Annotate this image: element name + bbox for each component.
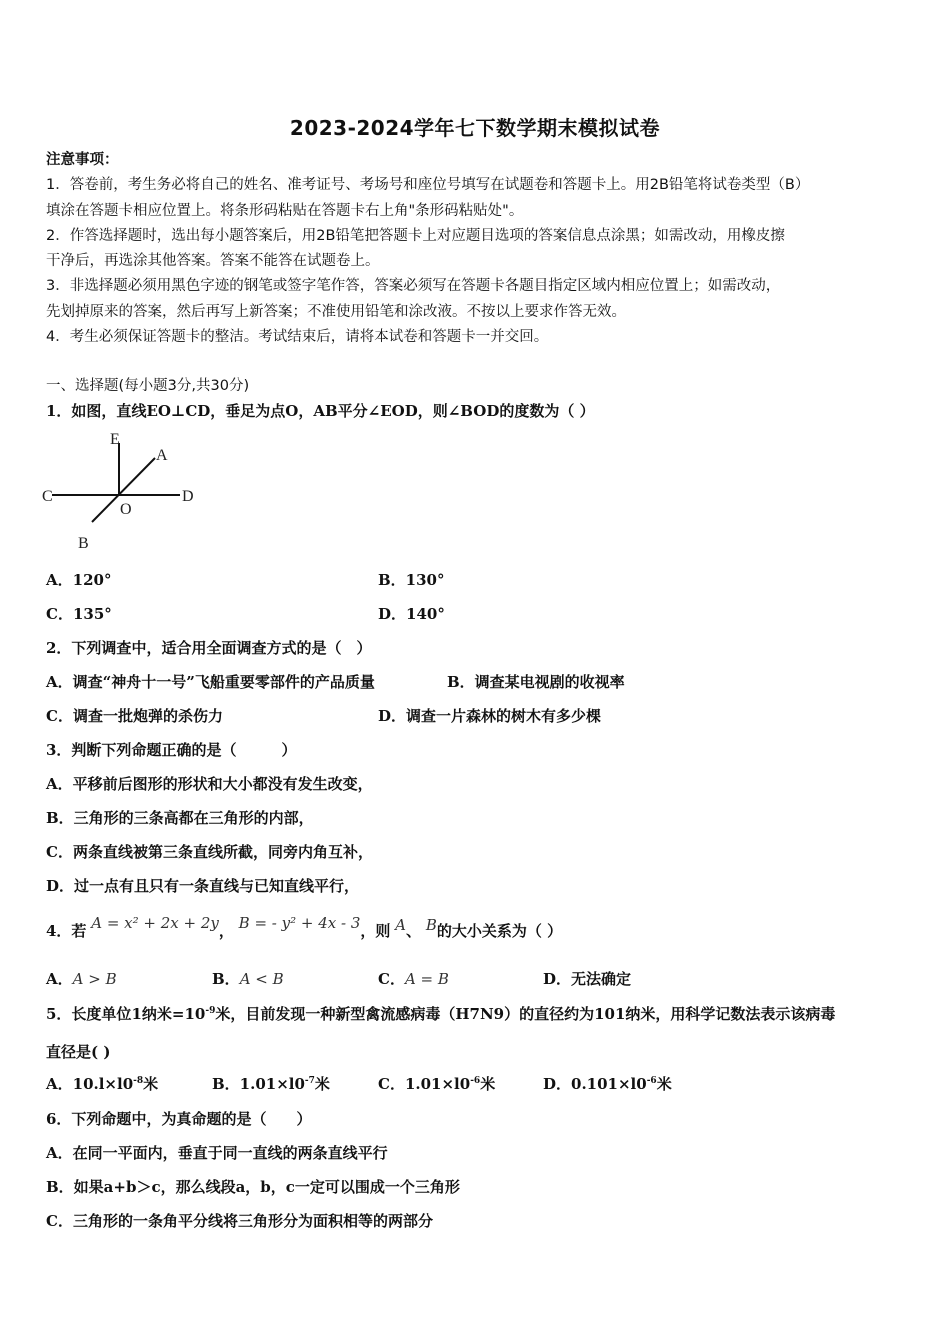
q4-stem: [46, 914, 563, 941]
label-e: E: [110, 431, 120, 448]
q5-stem: [46, 1003, 835, 1024]
notice-line: 4．考生必须保证答题卡的整洁。考试结束后，请将本试卷和答题卡一并交回。: [46, 329, 549, 346]
q5-option-a-pre: A．10.l×l0: [46, 1075, 134, 1093]
q2-stem: 2．下列调查中，适合用全面调查方式的是（ ）: [46, 639, 372, 657]
q5-option-b-post: 米: [314, 1075, 330, 1093]
q3-option-c: C．两条直线被第三条直线所截，同旁内角互补，: [46, 843, 373, 861]
q4-option-b: [212, 968, 284, 989]
notice-heading: 注意事项：: [46, 152, 119, 168]
notice-line: 先划掉原来的答案，然后再写上新答案；不准使用铅笔和涂改液。不按以上要求作答无效。: [46, 303, 626, 320]
q5-stem-line2: 直径是( ): [46, 1043, 111, 1061]
q5-option-a-exp: -8: [133, 1076, 144, 1086]
q4-expr-b: B = - y² + 4x - 3: [238, 914, 361, 932]
q1-option-a: A．120°: [46, 571, 112, 589]
q5-option-b: [212, 1073, 330, 1094]
section-heading: 一、选择题(每小题3分,共30分): [46, 378, 250, 394]
notice-line: 填涂在答题卡相应位置上。将条形码粘贴在答题卡右上角"条形码粘贴处"。: [46, 202, 524, 219]
q5-option-c-pre: C．1.01×l0: [378, 1075, 471, 1093]
q6-option-b: B．如果a+b＞c，那么线段a，b，c一定可以围成一个三角形: [46, 1178, 460, 1196]
notice-block: [46, 148, 906, 350]
q4-prefix: 4．若: [46, 922, 87, 940]
label-b: B: [78, 535, 89, 552]
q1-figure: [40, 428, 210, 553]
q4-option-c-expr: A = B: [404, 970, 449, 988]
q3-option-b: B．三角形的三条高都在三角形的内部，: [46, 809, 314, 827]
notice-line: 干净后，再选涂其他答案。答案不能答在试题卷上。: [46, 253, 380, 270]
label-a: A: [156, 447, 168, 464]
q4-option-a-expr: A > B: [72, 970, 117, 988]
q3-option-a: A．平移前后图形的形状和大小都没有发生改变，: [46, 775, 373, 793]
q6-option-c: C．三角形的一条角平分线将三角形分为面积相等的两部分: [46, 1212, 433, 1230]
page-title: 2023-2024学年七下数学期末模拟试卷: [289, 116, 661, 140]
q2-option-c: C．调查一批炮弹的杀伤力: [46, 707, 223, 725]
q4-sep: ，: [218, 922, 234, 940]
q5-stem-pre: 5．长度单位1纳米=10: [46, 1005, 206, 1023]
q5-option-d-pre: D．0.101×l0: [543, 1075, 647, 1093]
q1-option-b: B．130°: [378, 571, 445, 589]
q2-option-d: D．调查一片森林的树木有多少棵: [378, 707, 602, 725]
q2-option-a: A．调查“神舟十一号”飞船重要零部件的产品质量: [46, 673, 375, 691]
q5-option-b-pre: B．1.01×l0: [212, 1075, 305, 1093]
q4-expr-a: A = x² + 2x + 2y: [91, 914, 219, 932]
label-o: O: [120, 501, 132, 518]
q6-option-a: A．在同一平面内，垂直于同一直线的两条直线平行: [46, 1144, 388, 1162]
q3-option-d: D．过一点有且只有一条直线与已知直线平行，: [46, 877, 360, 895]
q4-var-b: B: [425, 916, 437, 934]
q5-stem-exp: -9: [205, 1006, 216, 1016]
q4-option-a-label: A．: [46, 970, 73, 988]
q4-suffix: 的大小关系为（ ）: [436, 922, 563, 940]
q1-stem: 1．如图，直线EO⊥CD，垂足为点O，AB平分∠EOD，则∠BOD的度数为（ ）: [46, 402, 595, 420]
q5-option-c-exp: -6: [470, 1076, 481, 1086]
q4-option-c-label: C．: [378, 970, 405, 988]
q4-option-c: [378, 968, 449, 989]
q5-option-d-post: 米: [656, 1075, 672, 1093]
q4-var-a: A: [395, 916, 407, 934]
q2-option-b: B．调查某电视剧的收视率: [447, 673, 625, 691]
q1-option-d: D．140°: [378, 605, 445, 623]
q5-option-a: [46, 1073, 158, 1094]
q4-mid: ，则: [360, 922, 391, 940]
label-d: D: [182, 488, 194, 505]
q5-option-d-exp: -6: [646, 1076, 657, 1086]
q4-dun: 、: [406, 922, 422, 940]
q6-stem: 6．下列命题中，为真命题的是（ ）: [46, 1110, 312, 1128]
q1-option-c: C．135°: [46, 605, 112, 623]
q5-option-c: [378, 1073, 495, 1094]
q4-option-b-label: B．: [212, 970, 240, 988]
q3-stem: 3．判断下列命题正确的是（ ）: [46, 741, 297, 759]
notice-line: 2．作答选择题时，选出每小题答案后，用2B铅笔把答题卡上对应题目选项的答案信息点涂黑；如需改动，用橡皮擦: [46, 227, 785, 244]
q4-option-d: D．无法确定: [543, 970, 632, 988]
label-c: C: [42, 488, 53, 505]
q4-option-a: [46, 968, 117, 989]
q5-stem-post: 米，目前发现一种新型禽流感病毒（H7N9）的直径约为101纳米，用科学记数法表示该病毒: [215, 1005, 836, 1023]
q5-option-c-post: 米: [480, 1075, 496, 1093]
q5-option-d: [543, 1073, 672, 1094]
q4-option-b-expr: A < B: [239, 970, 284, 988]
q5-option-b-exp: -7: [304, 1076, 315, 1086]
notice-line: 1．答卷前，考生务必将自己的姓名、准考证号、考场号和座位号填写在试题卷和答题卡上。用2B铅笔将试卷类型（B）: [46, 177, 810, 194]
notice-line: 3．非选择题必须用黑色字迹的钢笔或签字笔作答，答案必须写在答题卡各题目指定区域内相应位置上；如需改动，: [46, 278, 781, 295]
q5-option-a-post: 米: [143, 1075, 159, 1093]
